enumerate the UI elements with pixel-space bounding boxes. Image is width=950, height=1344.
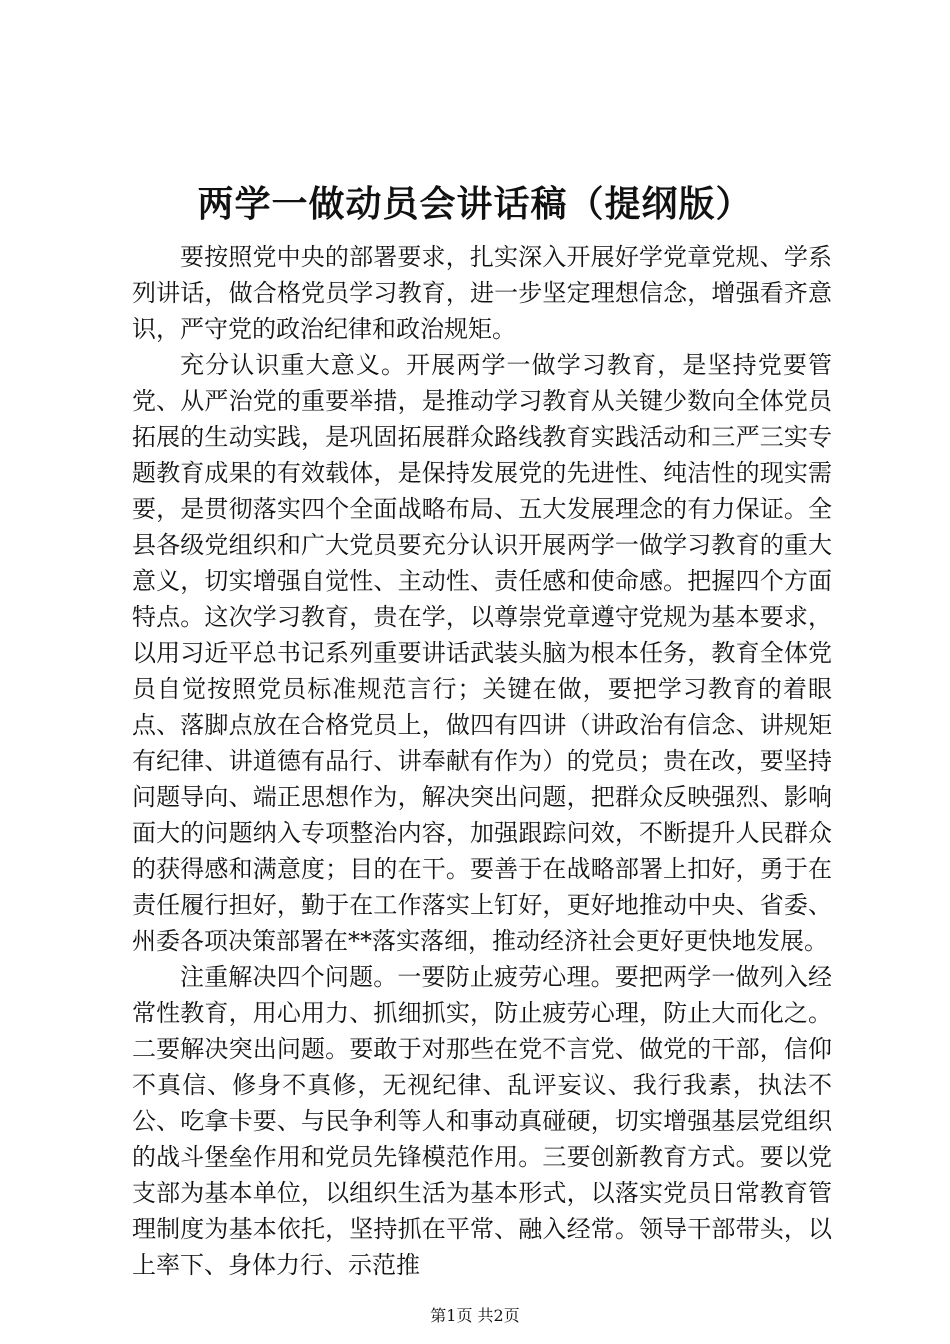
document-title: 两学一做动员会讲话稿（提纲版）: [197, 183, 753, 225]
paragraph-significance: 充分认识重大意义。开展两学一做学习教育，是坚持党要管党、从严治党的重要举措，是推动学习教育从关键少数向全体党员拓展的生动实践，是巩固拓展群众路线教育实践活动和三严三实专题教育成果的有效载体，是保持发展党的先进性、纯洁性的现实需要，是贯彻落实四个全面战略布局、五大发展理念的有力保证。全县各级党组织和广大党员要充分认识开展两学一做学习教育的重大意义，切实增强自觉性、主动性、责任感和使命感。把握四个方面特点。这次学习教育，贵在学，以尊崇党章遵守党规为基本要求，以用习近平总书记系列重要讲话武装头脑为根本任务，教育全体党员自觉按照党员标准规范言行；关键在做，要把学习教育的着眼点、落脚点放在合格党员上，做四有四讲（讲政治有信念、讲规矩有纪律、讲道德有品行、讲奉献有作为）的党员；贵在改，要坚持问题导向、端正思想作为，解决突出问题，把群众反映强烈、影响面大的问题纳入专项整治内容，加强跟踪问效，不断提升人民群众的获得感和满意度；目的在干。要善于在战略部署上扣好，勇于在责任履行担好，勤于在工作落实上钉好，更好地推动中央、省委、州委各项决策部署在**落实落细，推动经济社会更好更快地发展。: [132, 351, 832, 955]
page-footer: 第1页 共2页: [430, 1306, 520, 1325]
document-body: [132, 239, 832, 1283]
paragraph-four-problems: 注重解决四个问题。一要防止疲劳心理。要把两学一做列入经常性教育，用心用力、抓细抓实，防止疲劳心理，防止大而化之。二要解决突出问题。要敢于对那些在党不言党、做党的干部，信仰不真信、修身不真修，无视纪律、乱评妄议、我行我素，执法不公、吃拿卡要、与民争利等人和事动真碰硬，切实增强基层党组织的战斗堡垒作用和党员先锋模范作用。三要创新教育方式。要以党支部为基本单位，以组织生活为基本形式，以落实党员日常教育管理制度为基本依托，坚持抓在平常、融入经常。领导干部带头，以上率下、身体力行、示范推: [132, 963, 832, 1279]
paragraph-intro: 要按照党中央的部署要求，扎实深入开展好学党章党规、学系列讲话，做合格党员学习教育，进一步坚定理想信念，增强看齐意识，严守党的政治纪律和政治规矩。: [132, 243, 832, 343]
